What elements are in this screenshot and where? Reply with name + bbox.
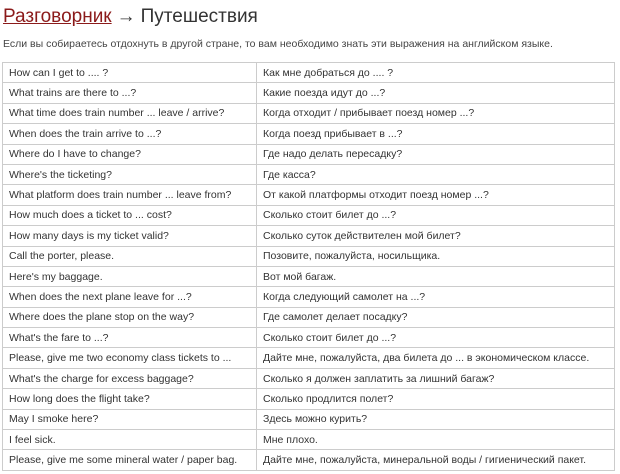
phrase-english: How long does the flight take? xyxy=(3,389,257,409)
table-row xyxy=(3,246,615,266)
phrase-english: How much does a ticket to ... cost? xyxy=(3,205,257,225)
phrase-english: What trains are there to ...? xyxy=(3,83,257,103)
phrase-russian: От какой платформы отходит поезд номер ...? xyxy=(257,185,615,205)
phrase-english: How many days is my ticket valid? xyxy=(3,226,257,246)
table-row xyxy=(3,328,615,348)
phrase-english: What platform does train number ... leave from? xyxy=(3,185,257,205)
table-row xyxy=(3,430,615,450)
page-heading xyxy=(3,6,258,28)
phrase-russian: Сколько я должен заплатить за лишний багаж? xyxy=(257,368,615,388)
phrase-russian: Сколько продлится полет? xyxy=(257,389,615,409)
phrase-english: What's the fare to ...? xyxy=(3,328,257,348)
phrase-russian: Дайте мне, пожалуйста, два билета до ... в экономическом классе. xyxy=(257,348,615,368)
phrase-table-body xyxy=(3,63,615,471)
table-row xyxy=(3,185,615,205)
phrase-english: Where does the plane stop on the way? xyxy=(3,307,257,327)
phrase-russian: Где касса? xyxy=(257,164,615,184)
phrase-russian: Когда отходит / прибывает поезд номер ...? xyxy=(257,103,615,123)
phrase-english: How can I get to .... ? xyxy=(3,63,257,83)
phrase-russian: Позовите, пожалуйста, носильщика. xyxy=(257,246,615,266)
table-row xyxy=(3,103,615,123)
phrase-russian: Дайте мне, пожалуйста, минеральной воды / гигиенический пакет. xyxy=(257,450,615,470)
table-row xyxy=(3,307,615,327)
table-row xyxy=(3,164,615,184)
table-row xyxy=(3,124,615,144)
phrase-english: When does the train arrive to ...? xyxy=(3,124,257,144)
phrase-russian: Сколько стоит билет до ...? xyxy=(257,328,615,348)
breadcrumb-arrow-icon: → xyxy=(116,6,136,27)
breadcrumb-link-phrasebook[interactable]: Разговорник xyxy=(3,6,112,27)
phrase-english: Here's my baggage. xyxy=(3,266,257,286)
phrase-table xyxy=(2,62,615,471)
phrase-russian: Мне плохо. xyxy=(257,430,615,450)
table-row xyxy=(3,266,615,286)
phrase-english: May I smoke here? xyxy=(3,409,257,429)
phrase-english: Call the porter, please. xyxy=(3,246,257,266)
table-row xyxy=(3,409,615,429)
table-row xyxy=(3,144,615,164)
table-row xyxy=(3,450,615,470)
phrase-english: Where's the ticketing? xyxy=(3,164,257,184)
table-row xyxy=(3,348,615,368)
table-row xyxy=(3,389,615,409)
phrase-english: Where do I have to change? xyxy=(3,144,257,164)
phrase-english: When does the next plane leave for ...? xyxy=(3,287,257,307)
phrase-russian: Сколько стоит билет до ...? xyxy=(257,205,615,225)
phrase-english: Please, give me two economy class tickets to ... xyxy=(3,348,257,368)
table-row xyxy=(3,368,615,388)
phrase-russian: Как мне добраться до .... ? xyxy=(257,63,615,83)
phrase-english: Please, give me some mineral water / paper bag. xyxy=(3,450,257,470)
phrase-russian: Где надо делать пересадку? xyxy=(257,144,615,164)
phrase-english: What's the charge for excess baggage? xyxy=(3,368,257,388)
phrase-russian: Сколько суток действителен мой билет? xyxy=(257,226,615,246)
phrase-russian: Здесь можно курить? xyxy=(257,409,615,429)
intro-text: Если вы собираетесь отдохнуть в другой стране, то вам необходимо знать эти выражения на английском языке. xyxy=(3,38,553,50)
page-title: Путешествия xyxy=(140,6,258,27)
phrase-english: What time does train number ... leave / arrive? xyxy=(3,103,257,123)
phrase-russian: Когда следующий самолет на ...? xyxy=(257,287,615,307)
table-row xyxy=(3,287,615,307)
table-row xyxy=(3,63,615,83)
phrase-english: I feel sick. xyxy=(3,430,257,450)
phrase-russian: Вот мой багаж. xyxy=(257,266,615,286)
table-row xyxy=(3,83,615,103)
phrase-russian: Когда поезд прибывает в ...? xyxy=(257,124,615,144)
phrase-russian: Какие поезда идут до ...? xyxy=(257,83,615,103)
table-row xyxy=(3,226,615,246)
table-row xyxy=(3,205,615,225)
phrase-russian: Где самолет делает посадку? xyxy=(257,307,615,327)
